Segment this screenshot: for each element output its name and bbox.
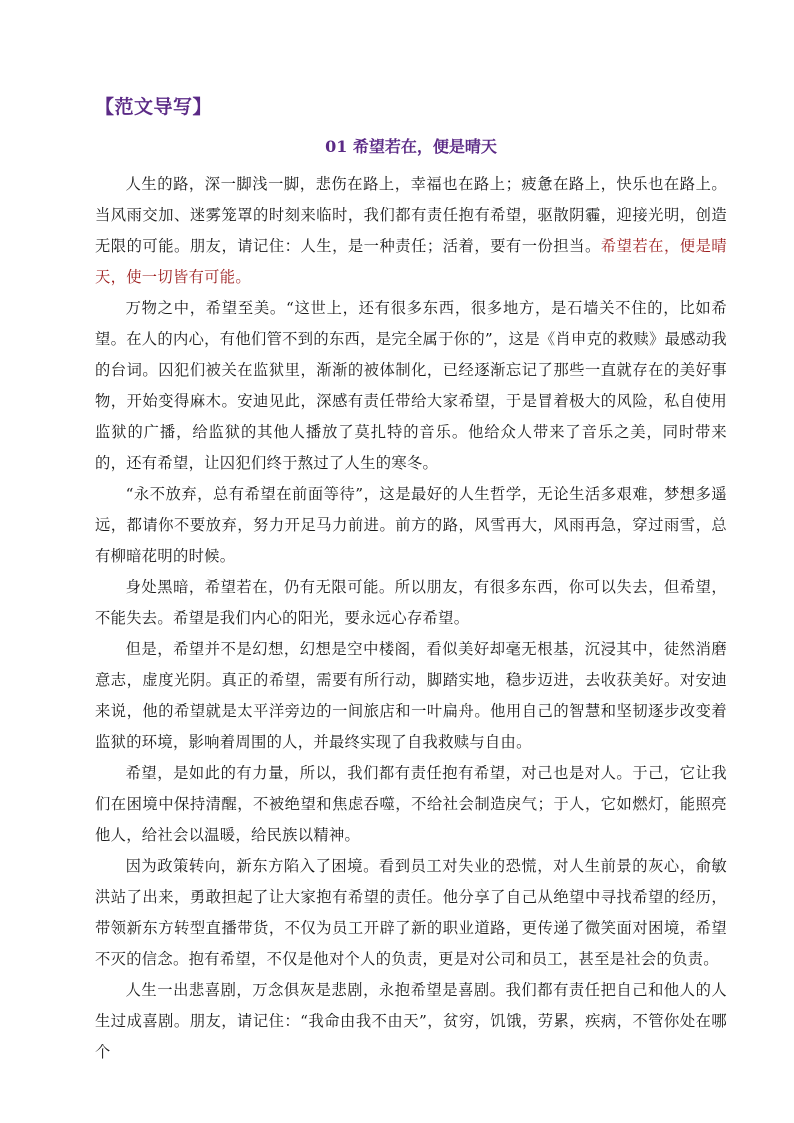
paragraph-7: 因为政策转向，新东方陷入了困境。看到员工对失业的恐慌，对人生前景的灰心，俞敏洪站了出来，勇敢担起了让大家抱有希望的责任。他分享了自己从绝望中寻找希望的经历，带领新东方转型直播带货，不仅为员工开辟了新的职业道路，更传递了微笑面对困境，希望不灭的信念。抱有希望，不仅是他对个人的负责，更是对公司和员工，甚至是社会的负责。 [95,857,727,968]
essay-title: 01 希望若在，便是晴天 [325,137,497,156]
section-label: 【范文导写】 [95,96,213,118]
paragraph-4: 身处黑暗，希望若在，仍有无限可能。所以朋友，有很多东西，你可以失去，但希望，不能失去。希望是我们内心的阳光，要永远心存希望。 [95,578,727,627]
paragraph-6: 希望，是如此的有力量，所以，我们都有责任抱有希望，对己也是对人。于己，它让我们在困境中保持清醒，不被绝望和焦虑吞噬，不给社会制造戾气；于人，它如燃灯，能照亮他人，给社会以温暖，给民族以精神。 [95,764,727,844]
paragraph-8: 人生一出悲喜剧，万念俱灰是悲剧，永抱希望是喜剧。我们都有责任把自己和他人的人生过成喜剧。朋友，请记住：“我命由我不由天”，贫穷，饥饿，劳累，疾病，不管你处在哪个 [95,981,727,1061]
paragraph-2: 万物之中，希望至美。“这世上，还有很多东西，很多地方，是石墙关不住的，比如希望。在人的内心，有他们管不到的东西，是完全属于你的”，这是《肖申克的救赎》最感动我的台词。囚犯们被关在监狱里，渐渐的被体制化，已经逐渐忘记了那些一直就存在的美好事物，开始变得麻木。安迪见此，深感有责任带给大家希望，于是冒着极大的风险，私自使用监狱的广播，给监狱的其他人播放了莫扎特的音乐。他给众人带来了音乐之美，同时带来的，还有希望，让囚犯们终于熬过了人生的寒冬。 [95,299,727,472]
paragraph-text: 人生的路，深一脚浅一脚，悲伤在路上，幸福也在路上；疲惫在路上，快乐也在路上。当风雨交加、迷雾笼罩的时刻来临时，我们都有责任抱有希望，驱散阴霾，迎接光明，创造无限的可能。朋友，请记住：人生，是一种责任；活着，要有一份担当。 [95,175,727,255]
paragraph-3: “永不放弃，总有希望在前面等待”，这是最好的人生哲学，无论生活多艰难，梦想多遥远，都请你不要放弃，努力开足马力前进。前方的路，风雪再大，风雨再急，穿过雨雪，总有柳暗花明的时候。 [95,485,727,565]
document-page [95,92,727,1068]
paragraph-1 [95,169,727,293]
highlighted-sentence: 希望若在，便是晴天，使一切皆有可能。 [95,237,727,286]
paragraph-5: 但是，希望并不是幻想，幻想是空中楼阁，看似美好却毫无根基，沉浸其中，徒然消磨意志，虚度光阴。真正的希望，需要有所行动，脚踏实地，稳步迈进，去收获美好。对安迪来说，他的希望就是太平洋旁边的一间旅店和一叶扁舟。他用自己的智慧和坚韧逐步改变着监狱的环境，影响着周围的人，并最终实现了自我救赎与自由。 [95,640,727,751]
